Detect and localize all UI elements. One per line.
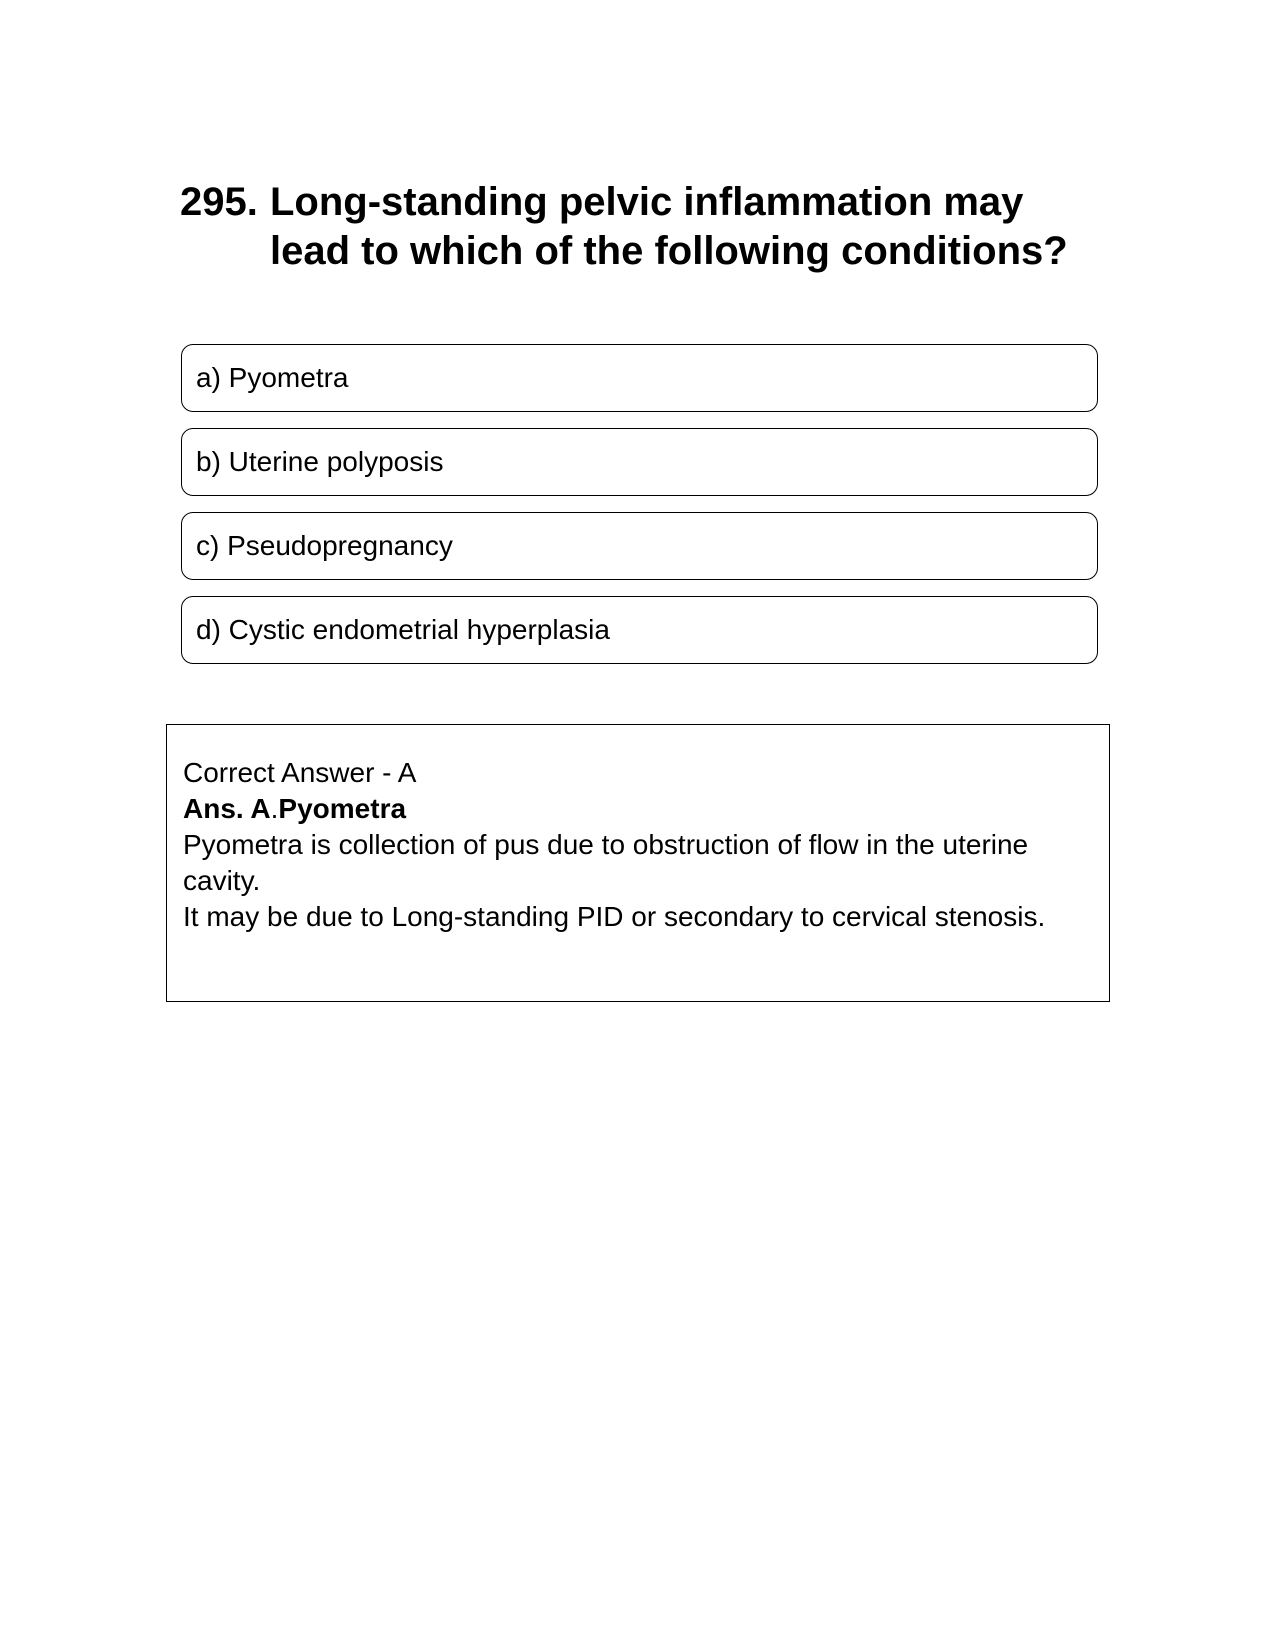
answer-name: Pyometra [278,793,407,824]
option-b[interactable]: b) Uterine polyposis [181,428,1098,496]
answer-heading [183,791,1094,827]
answer-prefix: Ans. A [183,793,271,824]
option-d[interactable]: d) Cystic endometrial hyperplasia [181,596,1098,664]
correct-answer-line: Correct Answer - A [183,757,417,788]
option-a[interactable]: a) Pyometra [181,344,1098,412]
options-list [181,344,1098,680]
answer-dot: . [270,793,279,824]
option-c[interactable]: c) Pseudopregnancy [181,512,1098,580]
answer-box [166,724,1110,1002]
question [180,178,1080,276]
explanation-line-2: It may be due to Long-standing PID or secondary to cervical stenosis. [183,901,1046,932]
question-number: 295. [180,180,258,224]
explanation-line-1: Pyometra is collection of pus due to obstruction of flow in the uterine cavity. [183,829,1029,896]
question-text: Long-standing pelvic inflammation may lead to which of the following conditions? [270,180,1068,273]
